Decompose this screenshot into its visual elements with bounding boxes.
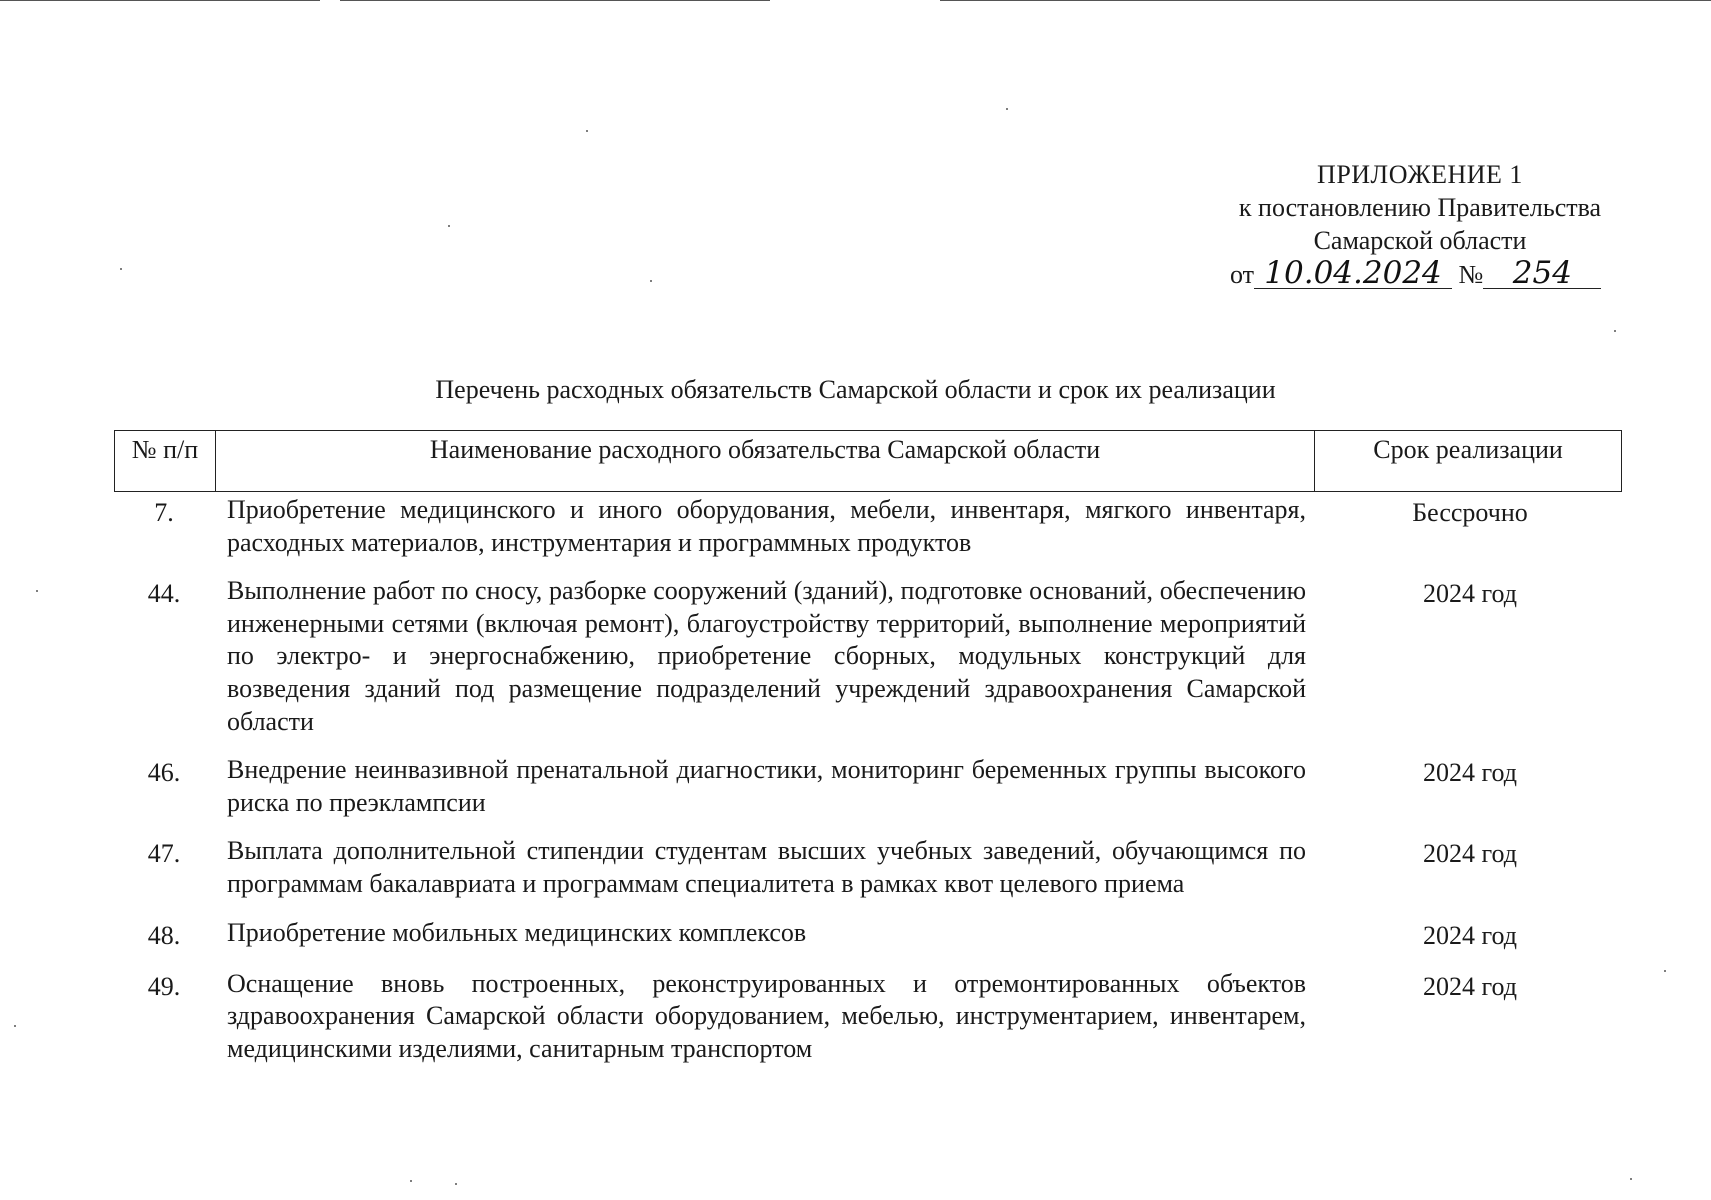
scan-speck [410, 1180, 412, 1182]
scan-speck [36, 590, 38, 592]
row-name: Выплата дополнительной стипендии студентам высших учебных заведений, обучающимся по программам бакалавриата и программам специалитета в рамках квот целевого приема [227, 836, 1306, 898]
scan-top-rule [340, 0, 770, 1]
appendix-date-line [1230, 255, 1670, 291]
appendix-heading: ПРИЛОЖЕНИЕ 1 [1317, 160, 1523, 189]
row-name: Внедрение неинвазивной пренатальной диагностики, мониторинг беременных группы высокого риска по преэклампсии [227, 755, 1306, 817]
number-prefix: № [1458, 260, 1484, 289]
handwritten-date: 10.04.2024 [1254, 258, 1452, 289]
scan-top-rule [940, 0, 1711, 1]
table-row [114, 575, 1622, 738]
document-title: Перечень расходных обязательств Самарской области и срок их реализации [435, 375, 1276, 404]
scan-speck [120, 268, 122, 270]
row-term: 2024 год [1423, 920, 1517, 950]
table-body [114, 494, 1622, 1081]
row-number: 7. [154, 498, 174, 527]
header-number: № п/п [115, 431, 216, 492]
table-row [114, 968, 1622, 1066]
scan-speck [448, 225, 450, 227]
handwritten-number: 254 [1483, 258, 1601, 289]
row-number: 48. [147, 920, 181, 950]
row-name: Оснащение вновь построенных, реконструированных и отремонтированных объектов здравоохранения Самарской области оборудованием, мебелью, инструментарием, инвентарем, медицинскими изделиями, санитарным транспортом [227, 968, 1306, 1063]
table-row [114, 917, 1622, 952]
scan-speck [14, 1025, 16, 1027]
row-number: 47. [147, 839, 181, 869]
appendix-line-1: к постановлению Правительства [1238, 193, 1602, 222]
date-prefix: от [1230, 260, 1255, 289]
table-row [114, 754, 1622, 819]
header-term: Срок реализации [1315, 431, 1622, 492]
scan-speck [650, 280, 652, 282]
row-term: 2024 год [1423, 579, 1517, 609]
table-row [114, 494, 1622, 559]
appendix-block [1200, 158, 1640, 257]
row-name: Приобретение мобильных медицинских комплексов [227, 917, 807, 947]
row-term: 2024 год [1423, 971, 1517, 1001]
row-term: Бессрочно [1412, 498, 1528, 527]
scan-speck [1630, 1178, 1632, 1180]
row-name: Выполнение работ по сносу, разборке сооружений (зданий), подготовке оснований, обеспечению инженерными сетями (включая ремонт), благоустройству территорий, выполнение мероприятий по электро- и энергоснабжению, приобретение сборных, модульных конструкций для возведения зданий под размещение подразделений учреждений здравоохранения Самарской области [227, 576, 1306, 736]
scan-speck [1664, 970, 1666, 972]
scan-speck [455, 1183, 457, 1185]
scan-speck [1614, 330, 1616, 332]
scan-speck [586, 130, 588, 132]
scan-top-rule [0, 0, 320, 1]
table-header [114, 430, 1622, 492]
row-number: 49. [147, 971, 181, 1001]
row-name: Приобретение медицинского и иного оборудования, мебели, инвентаря, мягкого инвентаря, расходных материалов, инструментария и программных продуктов [227, 495, 1306, 557]
row-number: 44. [147, 579, 181, 609]
appendix-line-2: Самарской области [1313, 226, 1527, 255]
table-row [114, 835, 1622, 900]
header-name: Наименование расходного обязательства Самарской области [215, 431, 1314, 492]
row-term: 2024 год [1423, 758, 1517, 788]
row-number: 46. [147, 758, 181, 788]
row-term: 2024 год [1423, 839, 1517, 869]
scan-speck [1006, 108, 1008, 110]
